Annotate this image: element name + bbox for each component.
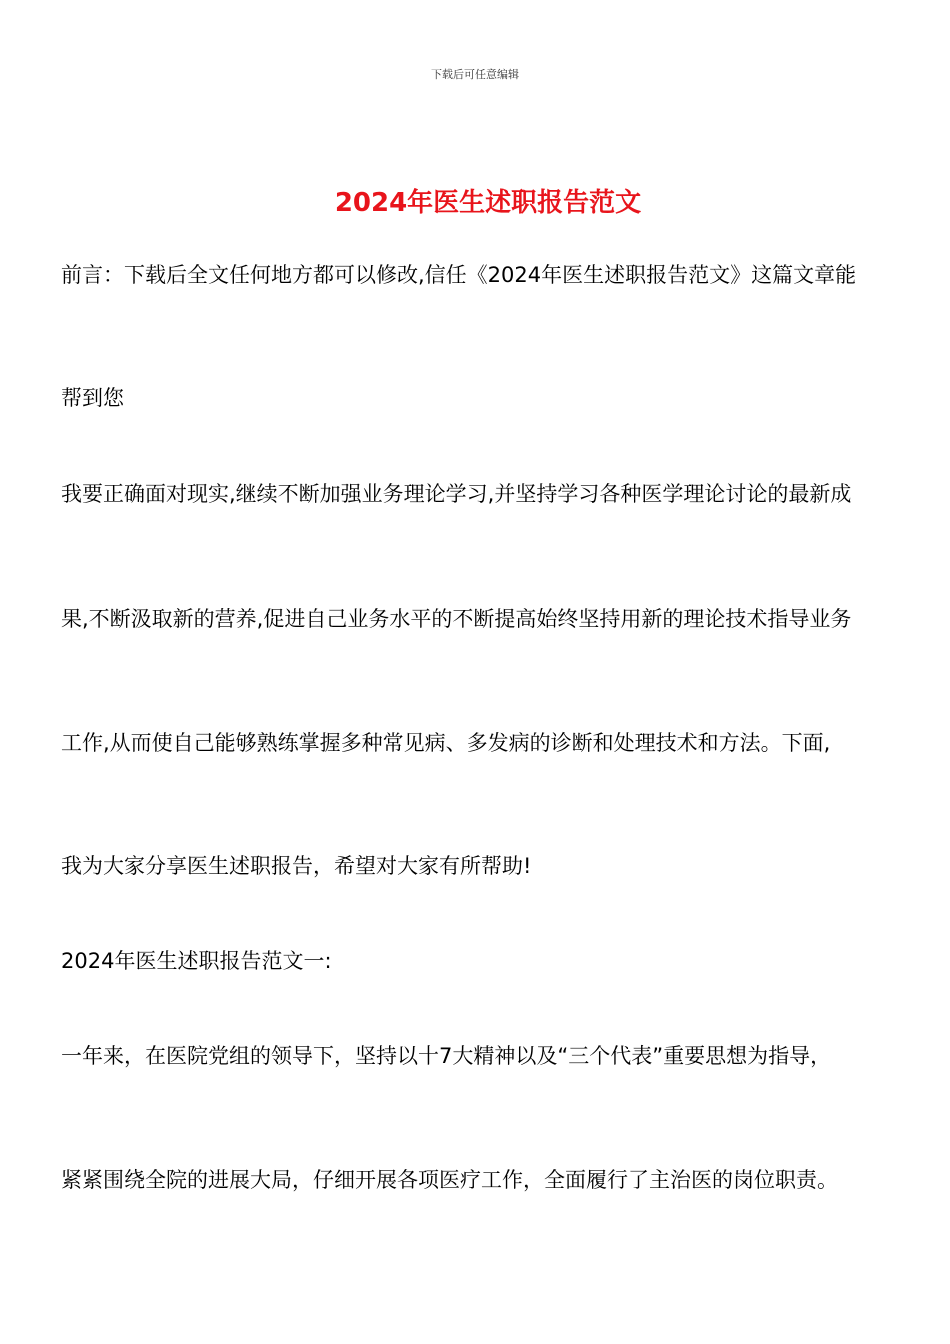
paragraph-line: 前言：下载后全文任何地方都可以修改,信任《2024年医生述职报告范文》这篇文章能 [61, 263, 857, 287]
paragraph-line: 工作,从而使自己能够熟练掌握多种常见病、多发病的诊断和处理技术和方法。下面, [61, 731, 831, 755]
document-title: 2024年医生述职报告范文 [334, 188, 642, 218]
paragraph-line: 一年来，在医院党组的领导下，坚持以十7大精神以及“三个代表”重要思想为指导， [61, 1044, 832, 1068]
paragraph-line: 果,不断汲取新的营养,促进自己业务水平的不断提高始终坚持用新的理论技术指导业务 [61, 607, 852, 631]
section-heading: 2024年医生述职报告范文一: [61, 949, 332, 973]
paragraph-line: 紧紧围绕全院的进展大局，仔细开展各项医疗工作，全面履行了主治医的岗位职责。 [61, 1168, 838, 1192]
paragraph-line: 我为大家分享医生述职报告，希望对大家有所帮助! [61, 854, 532, 878]
paragraph-line: 帮到您 [61, 386, 124, 410]
header-note: 下载后可任意编辑 [431, 68, 519, 81]
paragraph-line: 我要正确面对现实,继续不断加强业务理论学习,并坚持学习各种医学理论讨论的最新成 [61, 482, 852, 506]
